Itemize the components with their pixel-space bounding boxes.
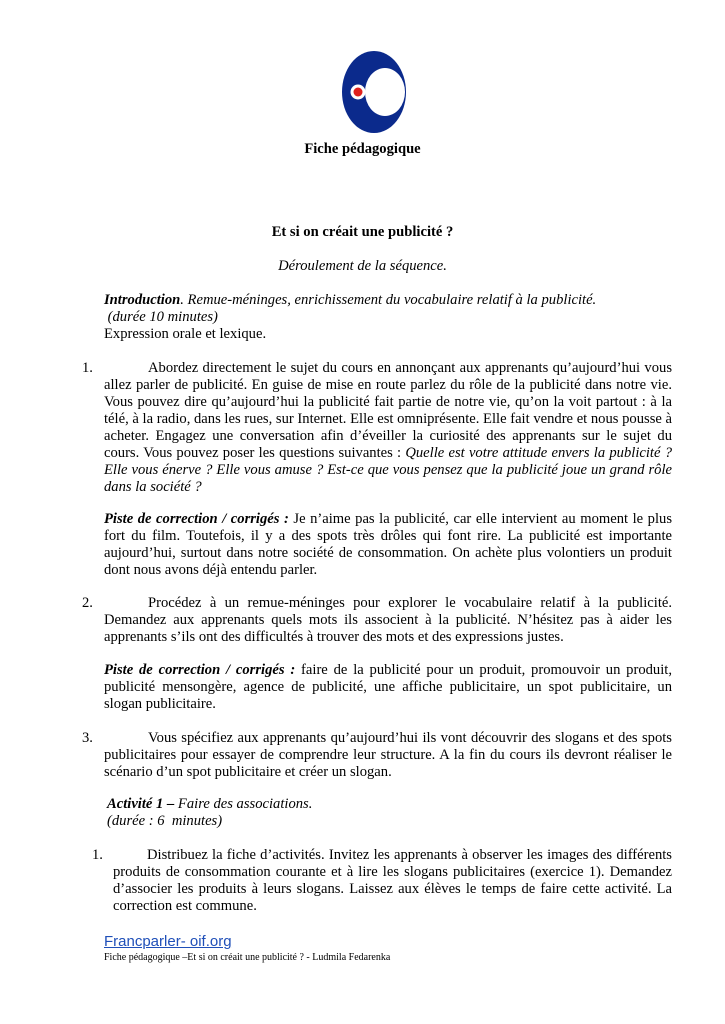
activity-duration: (durée : 6 minutes) [107,813,223,829]
page-title: Et si on créait une publicité ? [271,224,454,240]
footer-credit: Fiche pédagogique –Et si on créait une publicité ? - Ludmila Fedarenka [104,952,391,963]
item-number: 2. [82,595,93,611]
item-number: 3. [82,730,93,746]
item-number: 1. [82,360,93,376]
page-subtitle: Déroulement de la séquence. [278,258,447,274]
list-item [104,595,672,646]
intro-text: . Remue-méninges, enrichissement du vocabulaire relatif à la publicité. [180,292,597,308]
activity-title: Faire des associations. [174,796,313,812]
doc-type: Fiche pédagogique [304,141,421,157]
footer-link[interactable]: Francparler- oif.org [104,933,232,950]
item-text: Procédez à un remue-méninges pour explorer le vocabulaire relatif à la publicité. Demandez aux apprenants quels mots ils associent à la publicité. N’hésitez pas à aider les apprenants s’ils ont des difficultés à trouver des mots et des expressions justes. [104,595,672,645]
activity-label: Activité 1 – [107,796,175,812]
item-number: 1. [92,847,103,863]
item-questions: Quelle est votre attitude envers la publicité ? Elle vous énerve ? Elle vous amuse ? Est-ce que vous pensez que la publicité joue un grand rôle dans la société ? [104,445,672,495]
francparler-logo-icon [341,50,407,134]
correction-label: Piste de correction / corrigés : [104,662,296,678]
intro-label: Introduction [104,292,181,308]
list-item [104,360,672,496]
intro-duration: (durée 10 minutes) [104,309,218,325]
item-text: Vous spécifiez aux apprenants qu’aujourd’hui ils vont découvrir des slogans et des spots publicitaires pour essayer de comprendre leur structure. A la fin du cours ils devront réaliser le scénario d’un spot publicitaire et créer un slogan. [104,730,672,780]
activity-heading [107,796,675,830]
introduction-section [104,292,672,343]
correction-block [104,662,672,713]
item-text: Distribuez la fiche d’activités. Invitez les apprenants à observer les images des différents produits de consommation courante et à lire les slogans publicitaires (exercice 1). Demandez d’associer les produits à leurs slogans. Laissez aux élèves le temps de faire cette activité. La correction est commune. [113,847,672,914]
list-item [104,730,672,781]
correction-block [104,511,672,579]
intro-skills: Expression orale et lexique. [104,326,267,342]
correction-text: Je n’aime pas la publicité, car elle intervient au moment le plus fort du film. Toutefois, il y a des spots très drôles qui font rire. La publicité est importante aujourd’hui, surtout dans notre société de consommation. On achète plus volontiers un produit dont nous avons déjà entendu parler. [104,511,672,578]
correction-text: faire de la publicité pour un produit, promouvoir un produit, publicité mensongère, agence de publicité, une affiche publicitaire, un spot publicitaire, un slogan publicitaire. [104,662,672,712]
list-item [113,847,672,915]
correction-label: Piste de correction / corrigés : [104,511,289,527]
item-text: Abordez directement le sujet du cours en annonçant aux apprenants qu’aujourd’hui vous allez parler de publicité. En guise de mise en route parlez du rôle de la publicité dans notre vie. Vous pouvez dire qu’aujourd’hui la publicité fait partie de notre vie, qu’on la voit partout : à la télé, à la radio, dans les rues, sur Internet. Elle est omniprésente. Elle fait vendre et nous pousse à acheter. Engagez une conversation afin d’éveiller la curiosité des apprenants sur le sujet du cours. Vous pouvez poser les questions suivantes : [104,360,672,461]
